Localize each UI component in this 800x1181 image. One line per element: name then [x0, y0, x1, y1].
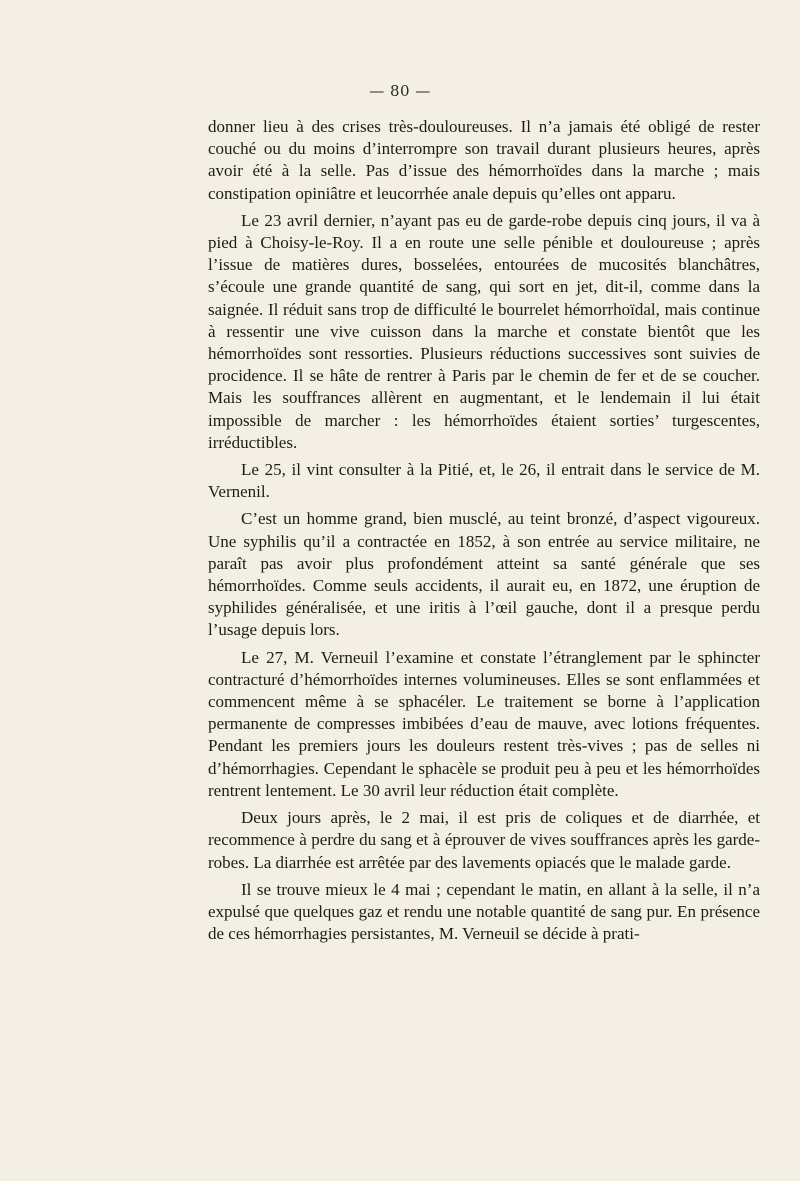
page-number: — 80 —	[369, 82, 431, 100]
paragraph-may-2: Deux jours après, le 2 mai, il est pris de coliques et de diarrhée, et recommence à perdre du sang et à éprouver de vives souffrances après les garde-robes. La diarrhée est arrêtée par des lavements opiacés que le malade garde.	[208, 808, 760, 872]
paragraph-continuation: donner lieu à des crises très-douloureuses. Il n’a jamais été obligé de rester couché ou du moins d’interrompre son travail durant plusieurs heures, après avoir été à la selle. Pas d’issue des hémorrhoïdes dans la marche ; mais constipation opiniâtre et leucorrhée anale depuis qu’elles ont apparu.	[208, 117, 760, 203]
paragraph-april-23: Le 23 avril dernier, n’ayant pas eu de garde-robe depuis cinq jours, il va à pied à Choisy-le-Roy. Il a en route une selle pénible et douloureuse ; après l’issue de matières dures, bosselées, entourées de mucosités blanchâtres, s’écoule une grande quantité de sang, qui sort en jet, dit-il, comme dans la saignée. Il réduit sans trop de difficulté le bourrelet hémorrhoïdal, mais continue à ressentir une vive cuisson dans la marche et constate bientôt que les hémorrhoïdes sont ressorties. Plusieurs réductions successives sont suivies de procidence. Il se hâte de rentrer à Paris par le chemin de fer et de se coucher. Mais les souffrances allèrent en augmentant, et le lendemain il lui était impossible de marcher : les hémorrhoïdes étaient sorties’ turgescentes, irréductibles.	[208, 210, 760, 452]
body-text	[208, 116, 760, 950]
paragraph-april-27: Le 27, M. Verneuil l’examine et constate l’étranglement par le sphincter contracturé d’hémorrhoïdes internes volumineuses. Elles se sont enflammées et commencent même à se sphacéler. Le traitement se borne à l’application permanente de compresses imbibées d’eau de mauve, avec lotions fréquentes. Pendant les premiers jours les douleurs restent très-vives ; pas de selles ni d’hémorrhagies. Cependant le sphacèle se produit peu à peu et les hémorrhoïdes rentrent lentement. Le 30 avril leur réduction était complète.	[208, 647, 760, 800]
paragraph-may-4: Il se trouve mieux le 4 mai ; cependant le matin, en allant à la selle, il n’a expulsé que quelques gaz et rendu une notable quantité de sang pur. En présence de ces hémorrhagies persistantes, M. Verneuil se décide à prati-	[208, 879, 760, 944]
paragraph-patient-description: C’est un homme grand, bien musclé, au teint bronzé, d’aspect vigoureux. Une syphilis qu’il a contractée en 1852, à son entrée au service militaire, ne paraît pas avoir plus profondément atteint sa santé générale que ses hémorrhoïdes. Comme seuls accidents, il aurait eu, en 1872, une éruption de syphilides généralisée, et une iritis à l’œil gauche, dont il a presque perdu l’usage depuis lors.	[208, 509, 760, 640]
paragraph-april-25: Le 25, il vint consulter à la Pitié, et, le 26, il entrait dans le service de M. Vernenil.	[208, 460, 760, 502]
